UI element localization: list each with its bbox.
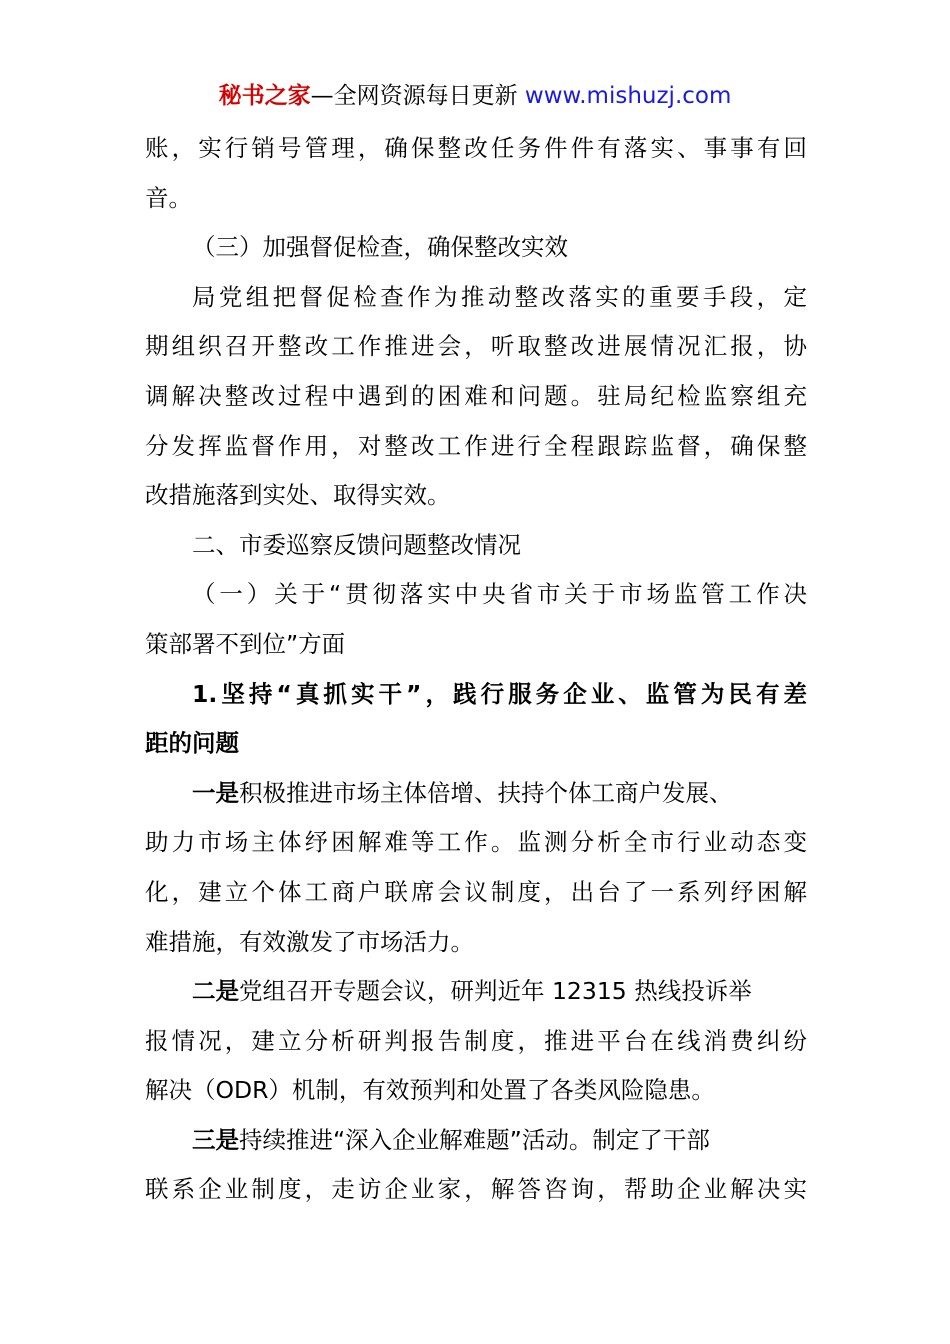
paragraph-line: 账，实行销号管理，确保整改任务件件有落实、事事有回 xyxy=(145,134,807,162)
point-text: 持续推进“深入企业解难题”活动。制定了干部 xyxy=(239,1125,710,1154)
paragraph-line xyxy=(145,967,807,1017)
header-tagline: —全网资源每日更新 xyxy=(310,83,518,109)
subsection-heading: （三）加强督促检查，确保整改实效 xyxy=(192,233,568,262)
paragraph-line xyxy=(145,769,807,819)
item-heading: 距的问题 xyxy=(145,729,239,758)
point-label: 二是 xyxy=(192,977,239,1006)
point-text: 党组召开专题会议，研判近年 12315 热线投诉举 xyxy=(239,977,752,1006)
paragraph-line: 调解决整改过程中遇到的困难和问题。驻局纪检监察组充 xyxy=(145,381,807,410)
subsection-heading: （一）关于“贯彻落实中央省市关于市场监管工作决 xyxy=(192,580,807,609)
section-heading: 二、市委巡察反馈问题整改情况 xyxy=(192,530,521,559)
brand-name: 秘书之家 xyxy=(218,83,311,109)
paragraph-line: 联系企业制度，走访企业家，解答咨询，帮助企业解决实 xyxy=(145,1175,807,1204)
paragraph-line xyxy=(145,1116,807,1166)
document-body xyxy=(145,124,807,1215)
paragraph-line: 改措施落到实处、取得实效。 xyxy=(145,481,451,510)
paragraph-line: 音。 xyxy=(145,183,192,212)
paragraph-line: 助力市场主体纾困解难等工作。监测分析全市行业动态变 xyxy=(145,828,807,857)
paragraph-line: 难措施，有效激发了市场活力。 xyxy=(145,927,474,956)
site-url-link[interactable]: www.mishuzj.com xyxy=(524,83,732,109)
paragraph-line: 报情况，建立分析研判报告制度，推进平台在线消费纠纷 xyxy=(145,1026,807,1055)
subsection-heading: 策部署不到位”方面 xyxy=(145,629,346,658)
item-heading: 1.坚持“真抓实干”，践行服务企业、监管为民有差 xyxy=(192,679,807,708)
point-label: 一是 xyxy=(192,778,239,807)
point-label: 三是 xyxy=(192,1125,239,1154)
paragraph-line: 期组织召开整改工作推进会，听取整改进展情况汇报，协 xyxy=(145,332,807,361)
point-text: 积极推进市场主体倍增、扶持个体工商户发展、 xyxy=(239,778,733,807)
site-header xyxy=(0,80,950,112)
paragraph-line: 解决（ODR）机制，有效预判和处置了各类风险隐患。 xyxy=(145,1076,715,1105)
paragraph-line: 局党组把督促检查作为推动整改落实的重要手段，定 xyxy=(192,282,807,311)
paragraph-line: 分发挥监督作用，对整改工作进行全程跟踪监督，确保整 xyxy=(145,431,807,460)
paragraph-line: 化，建立个体工商户联席会议制度，出台了一系列纾困解 xyxy=(145,877,807,906)
